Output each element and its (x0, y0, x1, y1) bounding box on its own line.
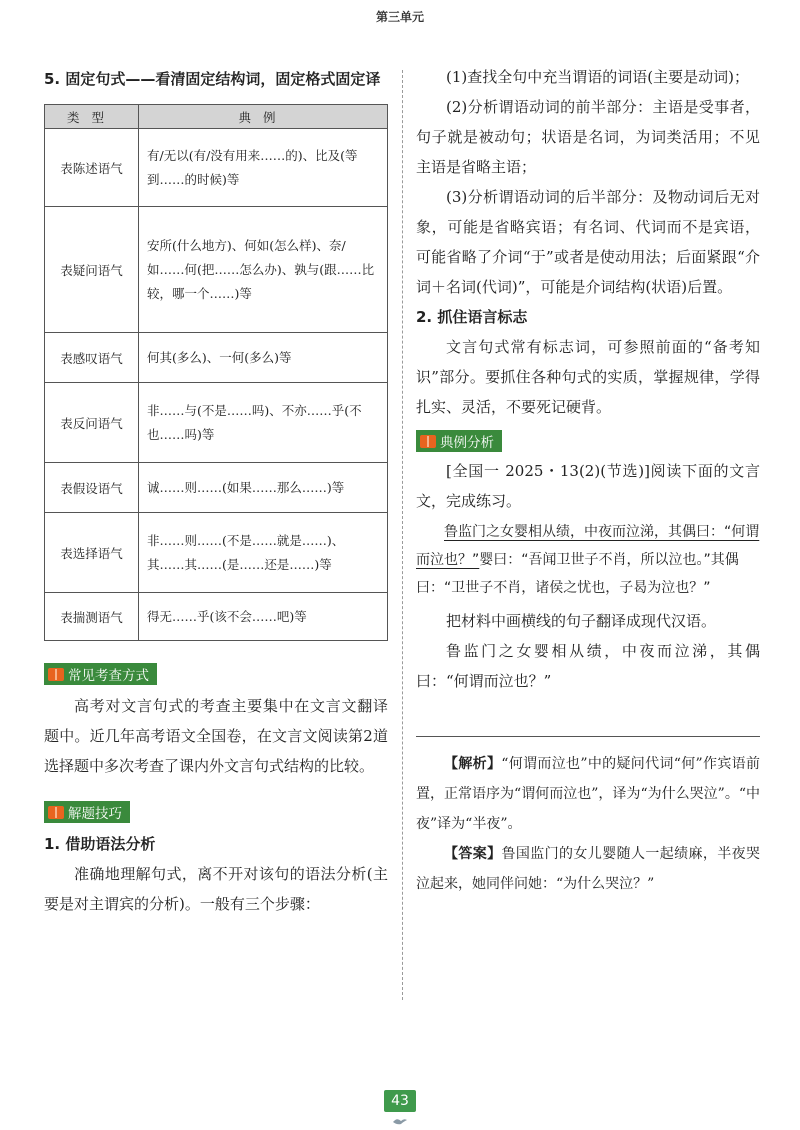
answer-paragraph (416, 839, 760, 899)
analysis-label: 【解析】 (444, 756, 502, 772)
table-header-type: 类型 (45, 105, 139, 129)
book-icon (420, 435, 436, 448)
table-cell-example: 诚……则……(如果……那么……)等 (139, 463, 388, 513)
answer-text: 鲁国监门的女儿婴随人一起绩麻，半夜哭泣起来，她同伴问她：“为什么哭泣？” (416, 846, 761, 892)
analysis-text: “何谓而泣也”中的疑问代词“何”作宾语前置，正常语序为“谓何而泣也”，译为“为什么哭泣”。“中夜”译为“半夜”。 (416, 756, 760, 832)
step2-text: (2)分析谓语动词的前半部分：主语是受事者，句子就是被动句；状语是名词，为词类活用；不见主语是省略主语； (416, 98, 760, 176)
table-row (45, 513, 388, 593)
table-row (45, 593, 388, 641)
answer-label: 【答案】 (444, 846, 502, 862)
table-cell-type: 表选择语气 (45, 513, 139, 593)
table-cell-type: 表反问语气 (45, 383, 139, 463)
solving-tips-tag-label: 解题技巧 (68, 806, 122, 822)
table-row (45, 207, 388, 333)
bird-ornament-icon (392, 1116, 408, 1126)
table-cell-type: 表疑问语气 (45, 207, 139, 333)
example-analysis-tag-label: 典例分析 (440, 435, 494, 451)
table-cell-type: 表感叹语气 (45, 333, 139, 383)
tip1-text: 准确地理解句式，离不开对该句的语法分析(主要是对主谓宾的分析)。一般有三个步骤： (44, 865, 388, 913)
example-analysis-tag (416, 430, 502, 452)
example-source: [全国一 2025・13(2)(节选)]阅读下面的文言文，完成练习。 (416, 462, 760, 510)
table-cell-type: 表假设语气 (45, 463, 139, 513)
book-icon (48, 806, 64, 819)
tip2-text: 文言句式常有标志词，可参照前面的“备考知识”部分。要抓住各种句式的实质，掌握规律，学得扎实、灵活，不要死记硬背。 (416, 338, 760, 416)
step3-text: (3)分析谓语动词的后半部分：及物动词后无对象，可能是省略宾语；有名词、代词而不是宾语，可能省略了介词“于”或者是使动用法；后面紧跟“介词＋名词(代词)”，可能是介词结构(状语)后置。 (416, 188, 760, 296)
table-cell-example: 有/无以(有/没有用来……的)、比及(等到……的时候)等 (139, 129, 388, 207)
table-header-example: 典例 (139, 105, 388, 129)
tip2-title: 2. 抓住语言标志 (416, 308, 528, 326)
table-row (45, 463, 388, 513)
table-row (45, 333, 388, 383)
right-column (416, 62, 760, 899)
classical-passage (416, 518, 760, 602)
task-text: 把材料中画横线的句子翻译成现代汉语。 (446, 612, 717, 630)
table-cell-example: 非……则……(不是……就是……)、其……其……(是……还是……)等 (139, 513, 388, 593)
step1-text: (1)查找全句中充当谓语的词语(主要是动词)； (446, 68, 749, 86)
passage-underlined-sentence: 鲁监门之女婴相从绩，中夜而泣涕，其偶曰：“何谓而泣也？” (416, 524, 760, 568)
answer-divider (416, 736, 760, 737)
table-cell-type: 表陈述语气 (45, 129, 139, 207)
table-cell-type: 表揣测语气 (45, 593, 139, 641)
page-number: 43 (384, 1090, 416, 1112)
table-cell-example: 非……与(不是……吗)、不亦……乎(不也……吗)等 (139, 383, 388, 463)
exam-tag-wrap (44, 663, 388, 685)
table-cell-example: 何其(多么)、一何(多么)等 (139, 333, 388, 383)
example-tag-wrap (416, 430, 760, 452)
task-sentence: 鲁监门之女婴相从绩，中夜而泣涕，其偶曰：“何谓而泣也？” (416, 642, 760, 690)
table-cell-example: 安所(什么地方)、何如(怎么样)、奈/如……何(把……怎么办)、孰与(跟……比较，哪一个……)等 (139, 207, 388, 333)
table-row (45, 383, 388, 463)
book-icon (48, 668, 64, 681)
table-row (45, 129, 388, 207)
exam-method-tag-label: 常见考查方式 (68, 668, 149, 684)
fixed-sentence-table (44, 104, 388, 641)
section5-title: 5. 固定句式——看清固定结构词，固定格式固定译 (44, 70, 381, 88)
left-column (44, 64, 388, 919)
tips-tag-wrap (44, 801, 388, 823)
tip1-title: 1. 借助语法分析 (44, 835, 156, 853)
exam-method-tag (44, 663, 157, 685)
table-cell-example: 得无……乎(该不会……吧)等 (139, 593, 388, 641)
column-divider (402, 70, 403, 1000)
passage-rest: 婴曰：“吾闻卫世子不肖，所以泣也。”其偶曰：“卫世子不肖，诸侯之忧也，子曷为泣也？” (416, 552, 739, 596)
table-header-row (45, 105, 388, 129)
unit-header: 第三单元 (375, 10, 424, 24)
solving-tips-tag (44, 801, 130, 823)
analysis-paragraph (416, 749, 760, 839)
exam-method-text: 高考对文言句式的考查主要集中在文言文翻译题中。近几年高考语文全国卷，在文言文阅读第2道选择题中多次考查了课内外文言句式结构的比较。 (44, 697, 388, 775)
